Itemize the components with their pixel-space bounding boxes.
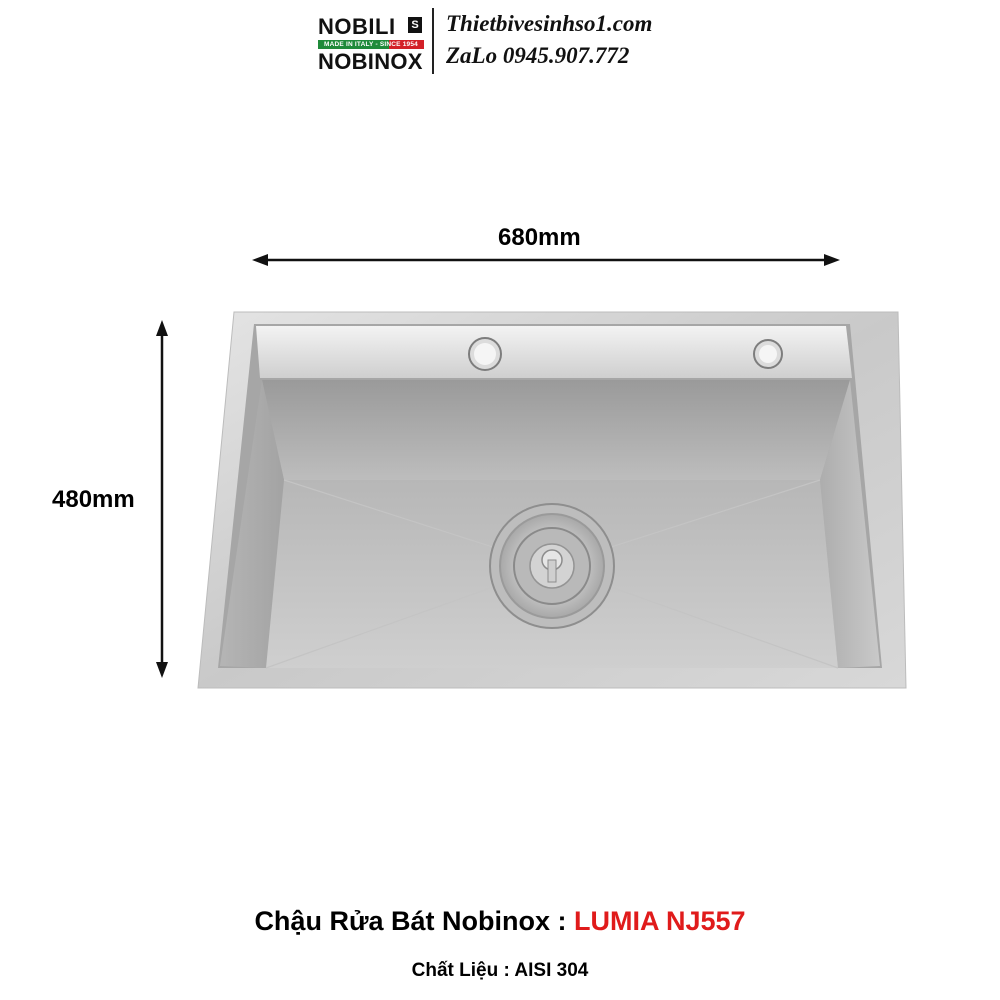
- product-material: Chất Liệu : AISI 304: [411, 960, 589, 981]
- accessory-hole-icon: [754, 340, 782, 368]
- zalo-phone: ZaLo 0945.907.772: [446, 43, 630, 68]
- faucet-hole-icon: [469, 338, 501, 370]
- height-dimension-label: 480mm: [52, 486, 135, 513]
- product-model: LUMIA NJ557: [574, 906, 746, 936]
- website-link[interactable]: Thietbivesinhso1.com: [446, 11, 653, 36]
- brand-name-top: NOBILI: [318, 14, 396, 39]
- sink-back-wall: [262, 380, 850, 480]
- brand-tagline: MADE IN ITALY - SINCE 1954: [324, 41, 418, 48]
- width-dimension-label: 680mm: [498, 224, 581, 251]
- product-title: [0, 906, 1000, 937]
- brand-badge: S: [408, 17, 422, 33]
- brand-name-bottom: NOBINOX: [318, 49, 423, 74]
- drain-icon: [490, 504, 614, 628]
- product-title-prefix: Chậu Rửa Bát Nobinox :: [254, 906, 574, 936]
